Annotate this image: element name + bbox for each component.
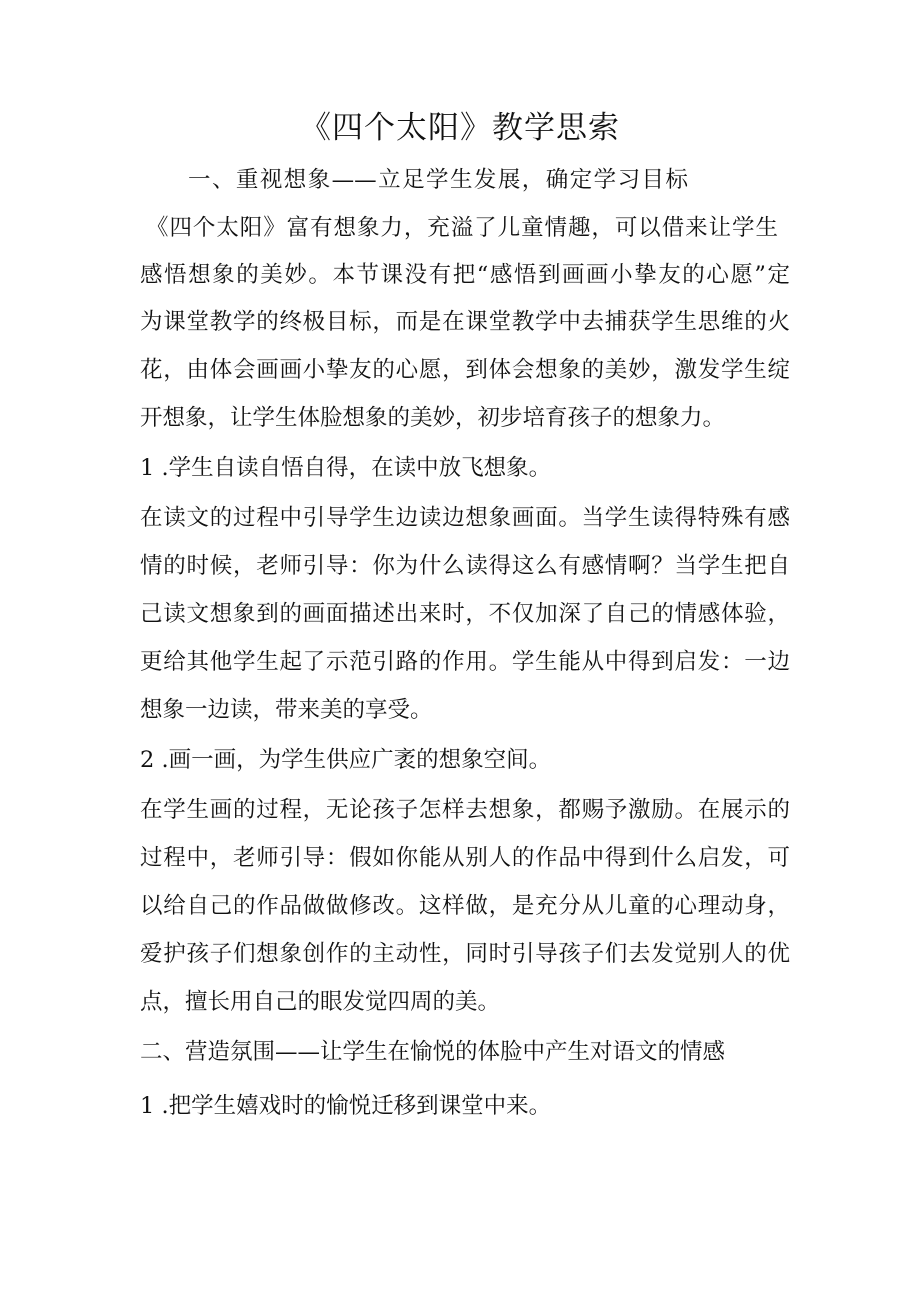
paragraph-line: 想象一边读，带来美的享受。 bbox=[140, 697, 433, 723]
subheading-2: 2 .画一画，为学生供应广袤的想象空间。 bbox=[140, 747, 552, 773]
paragraph-line: 以给自己的作品做做修改。这样做，是充分从儿童的心理动身， bbox=[140, 893, 790, 919]
subheading-1: 1 .学生自读自悟自得，在读中放飞想象。 bbox=[140, 455, 552, 481]
paragraph-line: 在读文的过程中引导学生边读边想象画面。当学生读得特殊有感 bbox=[140, 505, 790, 531]
paragraph-line: 爱护孩子们想象创作的主动性，同时引导孩子们去发觉别人的优 bbox=[140, 941, 790, 967]
paragraph-line: 在学生画的过程，无论孩子怎样去想象，都赐予激励。在展示的 bbox=[140, 797, 790, 823]
subheading-3: 1 .把学生嬉戏时的愉悦迁移到课堂中来。 bbox=[140, 1093, 552, 1119]
document-title: 《四个太阳》教学思索 bbox=[300, 110, 620, 146]
section-heading-2: 二、营造氛围——让学生在愉悦的体脸中产生对语文的情感 bbox=[140, 1039, 726, 1065]
paragraph-line: 点，擅长用自己的眼发觉四周的美。 bbox=[140, 989, 501, 1015]
paragraph-line: 为课堂教学的终极目标，而是在课堂教学中去捕获学生思维的火 bbox=[140, 309, 790, 335]
section-heading-1: 一、重视想象——立足学生发展，确定学习目标 bbox=[188, 167, 688, 193]
paragraph-line: 情的时候，老师引导：你为什么读得这么有感情啊？当学生把自 bbox=[140, 553, 790, 579]
paragraph-line: 己读文想象到的画面描述出来时，不仅加深了自己的情感体验， bbox=[140, 601, 790, 627]
paragraph-line: 花，由体会画画小挚友的心愿，到体会想象的美妙，激发学生绽 bbox=[140, 357, 790, 383]
paragraph-line: 更给其他学生起了示范引路的作用。学生能从中得到启发：一边 bbox=[140, 649, 790, 675]
paragraph-line: 感悟想象的美妙。本节课没有把“感悟到画画小挚友的心愿”定 bbox=[140, 262, 790, 288]
paragraph-line: 开想象，让学生体脸想象的美妙，初步培育孩子的想象力。 bbox=[140, 405, 726, 431]
paragraph-line: 《四个太阳》富有想象力，充溢了儿童情趣，可以借来让学生 bbox=[146, 215, 778, 241]
paragraph-line: 过程中，老师引导：假如你能从别人的作品中得到什么启发，可 bbox=[140, 845, 790, 871]
